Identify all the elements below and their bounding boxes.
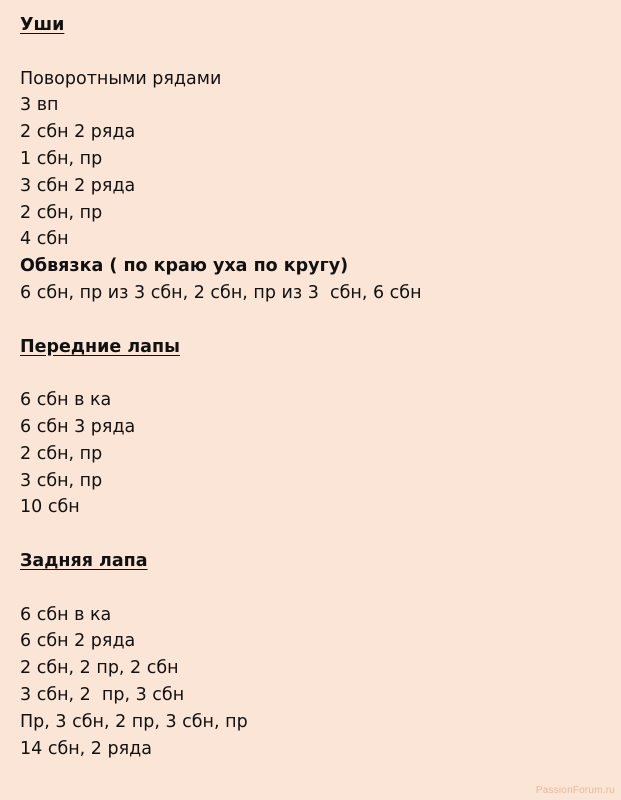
ears-line-6: 2 сбн, пр [20,202,103,223]
front-paws-line-5: 10 сбн [20,497,80,518]
hind-paw-line-2: 6 сбн 2 ряда [20,631,136,652]
ears-line-5: 3 сбн 2 ряда [20,175,136,196]
ears-heading: Уши [20,15,65,35]
front-paws-line-2: 6 сбн 3 ряда [20,416,136,437]
spacer [20,360,610,387]
site-watermark: PassionForum.ru [535,785,615,796]
front-paws-heading: Передние лапы [20,336,180,357]
hind-paw-line-4: 3 сбн, 2 пр, 3 сбн [20,684,185,705]
pattern-document [20,12,610,762]
spacer [20,521,610,548]
spacer [20,39,610,66]
spacer [20,307,610,334]
hind-paw-line-1: 6 сбн в ка [20,604,112,625]
ears-line-1: Поворотными рядами [20,68,222,89]
front-paws-line-4: 3 сбн, пр [20,470,103,491]
hind-paw-heading: Задняя лапа [20,550,148,571]
ears-line-2: 3 вп [20,95,59,116]
hind-paw-line-3: 2 сбн, 2 пр, 2 сбн [20,658,179,679]
ears-line-4: 1 сбн, пр [20,148,103,169]
ears-edging-line: 6 сбн, пр из 3 сбн, 2 сбн, пр из 3 сбн, 6 сбн [20,282,422,303]
hind-paw-line-6: 14 сбн, 2 ряда [20,738,152,759]
spacer [20,575,610,602]
front-paws-line-1: 6 сбн в ка [20,390,112,411]
ears-line-7: 4 сбн [20,229,69,250]
ears-line-3: 2 сбн 2 ряда [20,122,136,143]
hind-paw-line-5: Пр, 3 сбн, 2 пр, 3 сбн, пр [20,711,248,732]
front-paws-line-3: 2 сбн, пр [20,443,103,464]
ears-edging-heading: Обвязка ( по краю уха по кругу) [20,256,349,277]
